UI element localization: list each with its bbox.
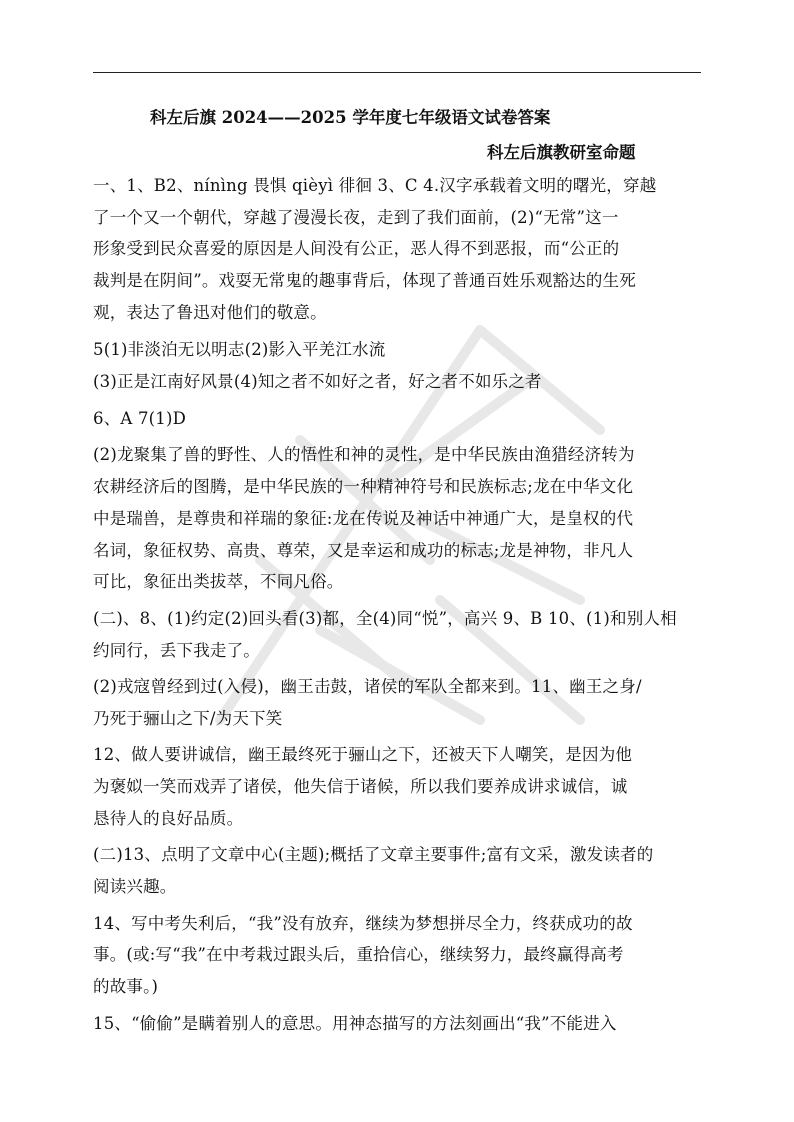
body-line: (3)正是江南好风景(4)知之者不如好之者，好之者不如乐之者 — [93, 372, 542, 391]
body-line: (二)13、点明了文章中心(主题);概括了文章主要事件;富有文采，激发读者的 — [93, 845, 654, 864]
body-line: 形象受到民众喜爱的原因是人间没有公正，恶人得不到恶报，而“公正的 — [93, 239, 620, 258]
body-line: 事。(或:写“我”在中考栽过跟头后，重拾信心，继续努力，最终赢得高考 — [93, 945, 624, 964]
body-line: 名词，象征权势、高贵、尊荣，又是幸运和成功的标志;龙是神物，非凡人 — [93, 541, 634, 560]
body-line: 了一个又一个朝代，穿越了漫漫长夜，走到了我们面前，(2)“无常”这一 — [93, 208, 619, 227]
body-line: 14、写中考失利后，“我”没有放弃，继续为梦想拼尽全力，终获成功的故 — [93, 914, 633, 933]
body-line: 乃死于骊山之下/为天下笑 — [93, 709, 283, 728]
document-title: 科左后旗 2024——2025 学年度七年级语文试卷答案 — [150, 108, 551, 127]
body-line: 阅读兴趣。 — [93, 877, 177, 896]
body-line: 可比，象征出类拔萃，不同凡俗。 — [93, 572, 344, 591]
body-line: 的故事。) — [93, 977, 159, 996]
body-line: 一、1、B2、nínìng 畏惧 qièyì 徘徊 3、C 4.汉字承载着文明的曙光，穿越 — [93, 176, 657, 195]
body-line: 恳待人的良好品质。 — [93, 809, 244, 828]
body-line: 农耕经济后的图腾，是中华民族的一种精神符号和民族标志;龙在中华文化 — [93, 477, 634, 496]
body-line: 中是瑞兽，是尊贵和祥瑞的象征:龙在传说及神话中神通广大，是皇权的代 — [93, 509, 634, 528]
body-line: 5(1)非淡泊无以明志(2)影入平羌江水流 — [93, 340, 386, 359]
body-line: 15、“偷偷”是瞒着别人的意思。用神态描写的方法刻画出“我”不能进入 — [93, 1014, 617, 1033]
body-line: 裁判是在阴间”。戏耍无常鬼的趣事背后，体现了普通百姓乐观豁达的生死 — [93, 271, 637, 290]
document-subtitle: 科左后旗教研室命题 — [487, 143, 636, 162]
body-line: 为褒姒一笑而戏弄了诸侯，他失信于诸候，所以我们要养成讲求诚信，诚 — [93, 777, 628, 796]
body-line: (二)、8、(1)约定(2)回头看(3)都，全(4)同“悦”，高兴 9、B 10、(1)和别人相 — [93, 609, 677, 628]
body-line: (2)龙聚集了兽的野性、人的悟性和神的灵性，是中华民族由渔猎经济转为 — [93, 445, 635, 464]
body-line: 6、A 7(1)D — [93, 409, 187, 428]
body-line: 观，表达了鲁迅对他们的敬意。 — [93, 303, 327, 322]
body-line: 12、做人要讲诚信，幽王最终死于骊山之下，还被天下人嘲笑，是因为他 — [93, 745, 633, 764]
body-line: (2)戎寇曾经到过(入侵)，幽王击鼓，诸侯的军队全都来到。11、幽王之身/ — [93, 677, 642, 696]
header-rule — [93, 72, 701, 73]
body-line: 约同行，丢下我走了。 — [93, 641, 260, 660]
